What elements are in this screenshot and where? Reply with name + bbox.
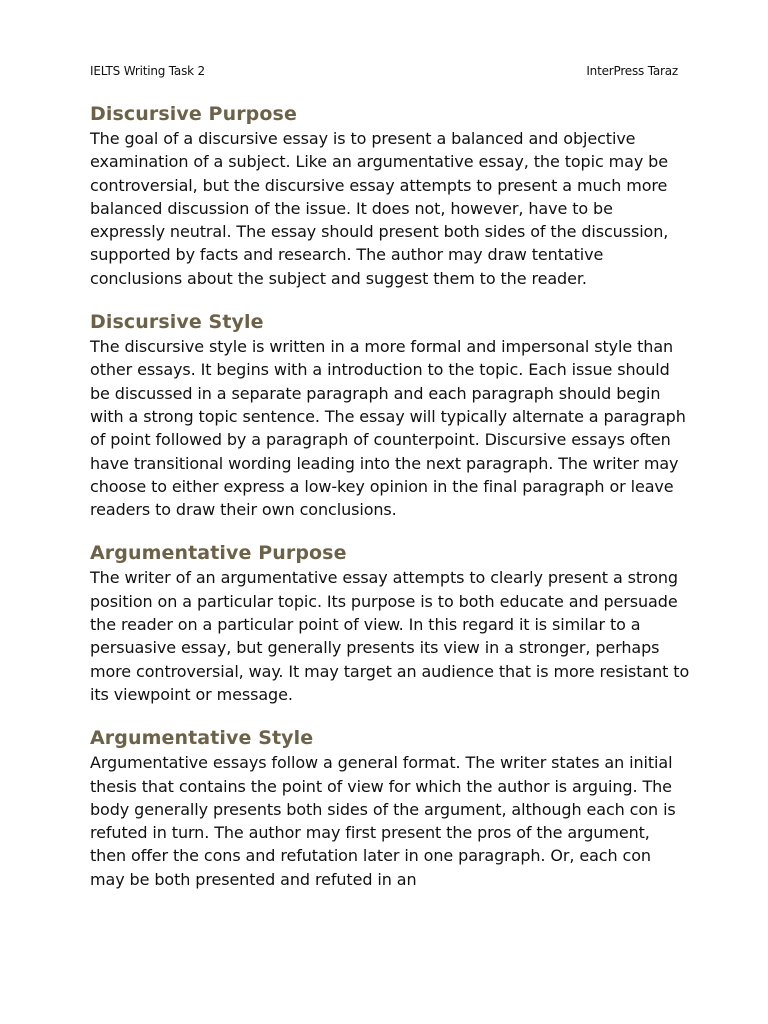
- section-heading: Discursive Style: [90, 311, 264, 334]
- section-discursive-purpose: [90, 101, 690, 290]
- section-argumentative-purpose: [90, 540, 690, 706]
- section-heading: Argumentative Style: [90, 727, 314, 750]
- section-paragraph: Argumentative essays follow a general format. The writer states an initial thesis that contains the point of view for which the author is arguing. The body generally presents both sides of the argument, although each con is refuted in turn. The author may first present the pros of the argument, then offer the cons and refutation later in one paragraph. Or, each con may be both presented and refuted in an: [90, 753, 676, 889]
- header-right-title: InterPress Taraz: [586, 64, 678, 78]
- document-body: [90, 101, 690, 910]
- section-paragraph: The writer of an argumentative essay attempts to clearly present a strong position on a particular topic. Its purpose is to both educate and persuade the reader on a particular point of view. In this regard it is similar to a persuasive essay, but generally presents its view in a stronger, perhaps more controversial, way. It may target an audience that is more resistant to its viewpoint or message.: [90, 568, 690, 704]
- section-argumentative-style: [90, 725, 690, 891]
- header-left-title: IELTS Writing Task 2: [90, 64, 205, 78]
- section-discursive-style: [90, 309, 690, 521]
- section-heading: Discursive Purpose: [90, 103, 297, 125]
- section-paragraph: The goal of a discursive essay is to present a balanced and objective examination of a subject. Like an argumentative essay, the topic may be controversial, but the discursive essay attempts to present a much more balanced discussion of the issue. It does not, however, have to be expressly neutral. The essay should present both sides of the discussion, supported by facts and research. The author may draw tentative conclusions about the subject and suggest them to the reader.: [90, 129, 669, 288]
- section-paragraph: The discursive style is written in a more formal and impersonal style than other essays. It begins with a introduction to the topic. Each issue should be discussed in a separate paragraph and each paragraph should begin with a strong topic sentence. The essay will typically alternate a paragraph of point followed by a paragraph of counterpoint. Discursive essays often have transitional wording leading into the next paragraph. The writer may choose to either express a low-key opinion in the final paragraph or leave readers to draw their own conclusions.: [90, 337, 686, 520]
- section-heading: Argumentative Purpose: [90, 542, 347, 565]
- page-header: [90, 64, 678, 78]
